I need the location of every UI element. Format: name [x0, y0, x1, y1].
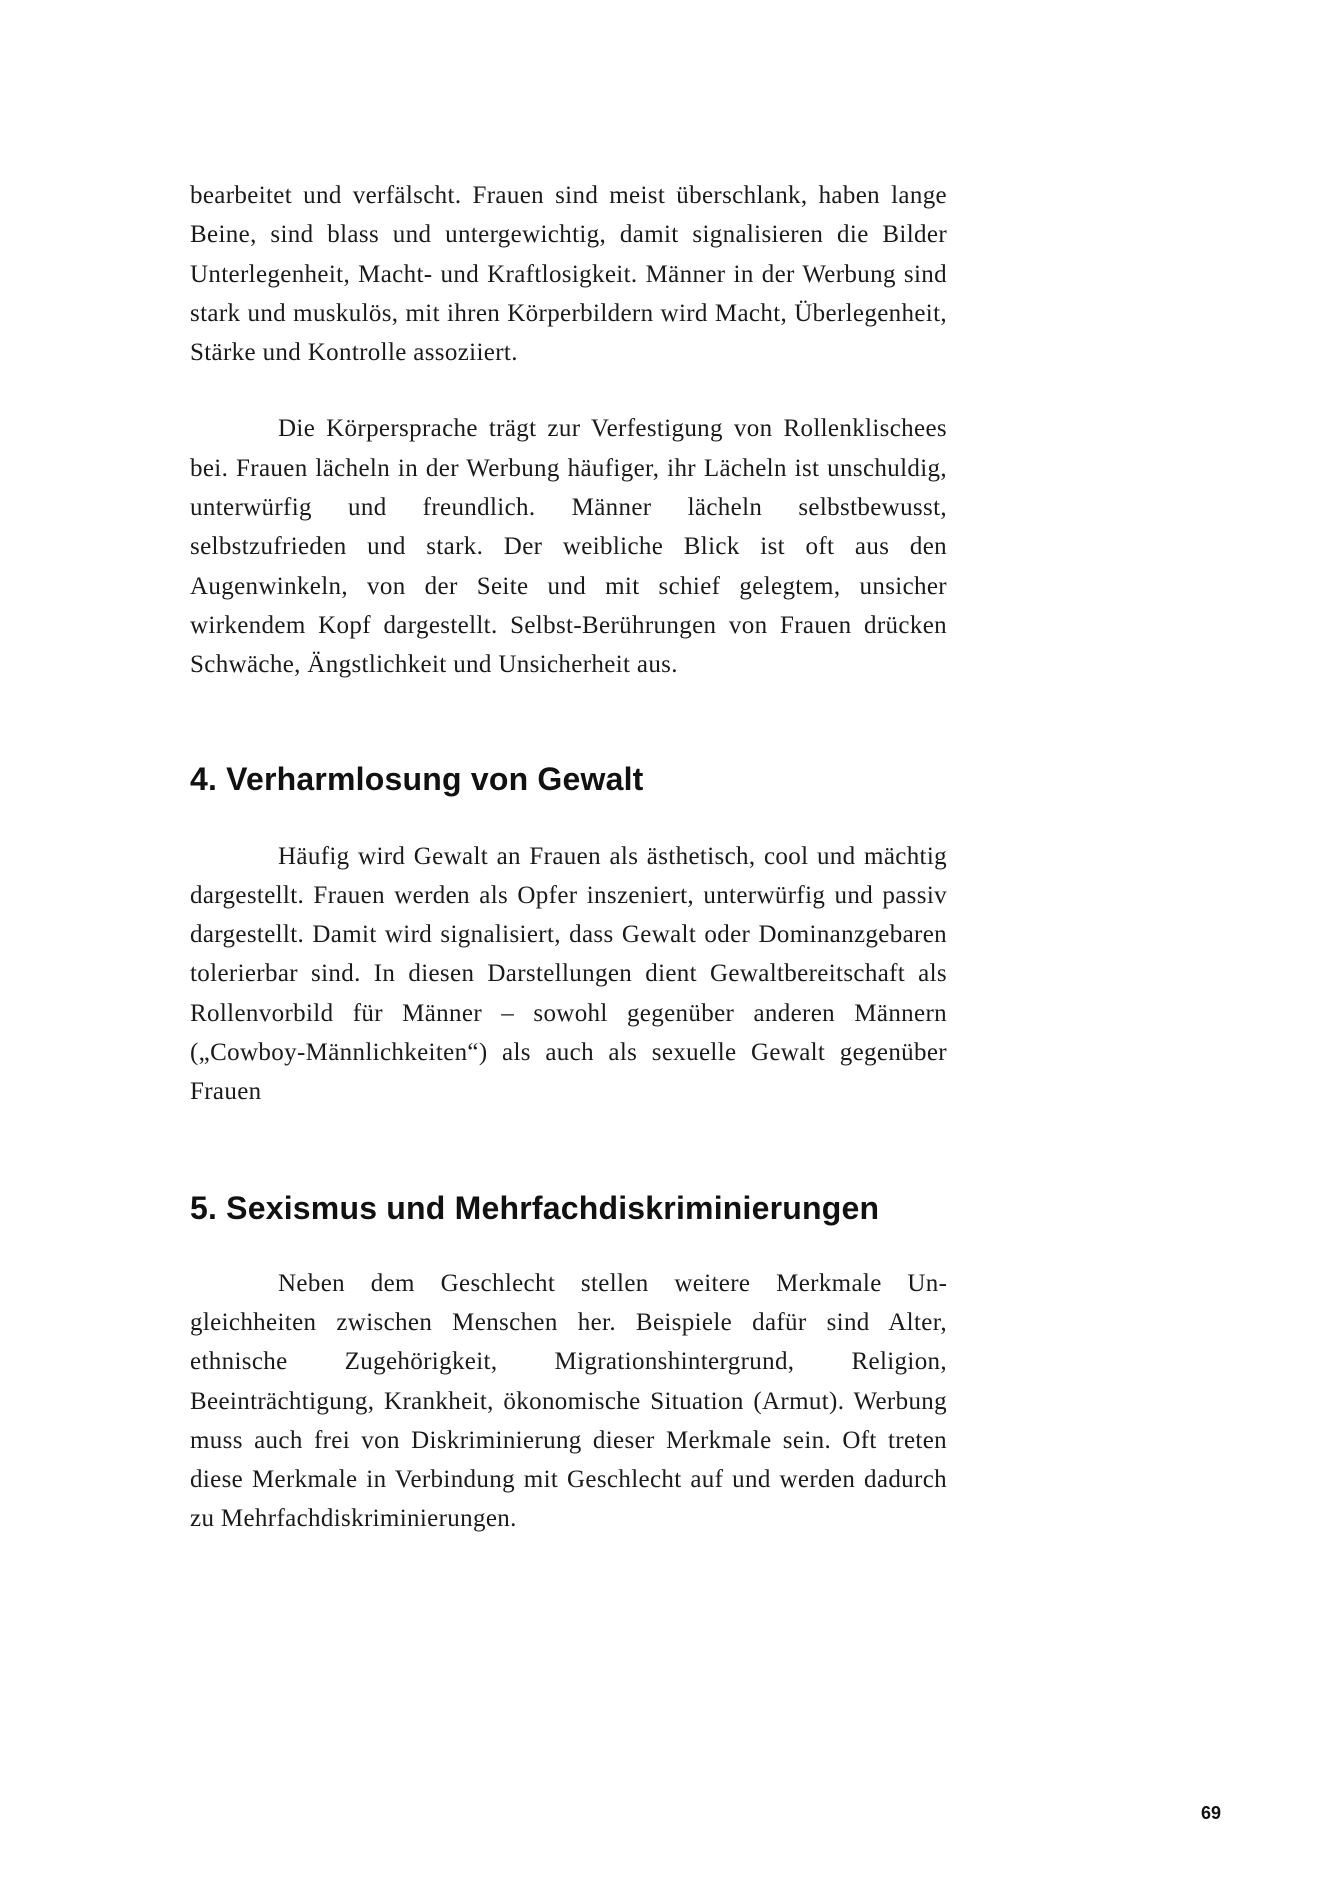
paragraph-violence: Häufig wird Gewalt an Frauen als ästhetisch, cool und mächtig dargestellt. Frauen werden als Opfer inszeniert, unterwürfig und passiv dargestellt. Damit wird signalisiert, dass Gewalt oder Dominanzgebaren tolerierbar sind. In diesen Darstellungen dient Gewaltbereitschaft als Rollenvorbild für Männer – sowohl gegenüber anderen Männern („Cowboy-Männlichkeiten“) als auch als sexuelle Gewalt gegenüber Frauen [190, 842, 947, 1106]
section-heading-violence: 4. Verharmlosung von Gewalt [190, 760, 644, 797]
page-number: 69 [1200, 1803, 1221, 1823]
paragraph-body-images: bearbeitet und verfälscht. Frauen sind meist überschlank, haben lange Beine, sind blass und untergewichtig, damit signalisieren die Bilder Unterlegenheit, Macht- und Kraftlosigkeit. Männer in der Werbung sind stark und muskulös, mit ihren Körperbildern wird Macht, Überlegenheit, Stärke und Kontrolle assoziiert. [190, 182, 947, 367]
text-column [190, 176, 947, 1539]
paragraph-body-language: Die Körpersprache trägt zur Verfestigung von Rollenklischees bei. Frauen lächeln in der Werbung häufiger, ihr Lächeln ist unschuldig, unterwürfig und freundlich. Männer lächeln selbstbewusst, selbstzufrieden und stark. Der weibliche Blick ist oft aus den Augenwinkeln, von der Seite und mit schief gelegtem, unsicher wirkendem Kopf dargestellt. Selbst-Berührungen von Frauen drücken Schwäche, Ängstlichkeit und Unsicherheit aus. [190, 415, 947, 679]
section-heading-multiple-discrimination: 5. Sexismus und Mehrfachdiskriminierungen [190, 1189, 880, 1226]
paragraph-multiple-discrimination: Neben dem Geschlecht stellen weitere Merkmale Ungleichheiten zwischen Menschen her. Beispiele dafür sind Alter, ethnische Zugehörigkeit, Migrationshintergrund, Religion, Beeinträchtigung, Krankheit, ökonomische Situation (Armut). Werbung muss auch frei von Diskriminierung dieser Merkmale sein. Oft treten diese Merkmale in Verbindung mit Geschlecht auf und werden dadurch zu Mehrfachdiskriminierungen. [190, 1269, 947, 1533]
